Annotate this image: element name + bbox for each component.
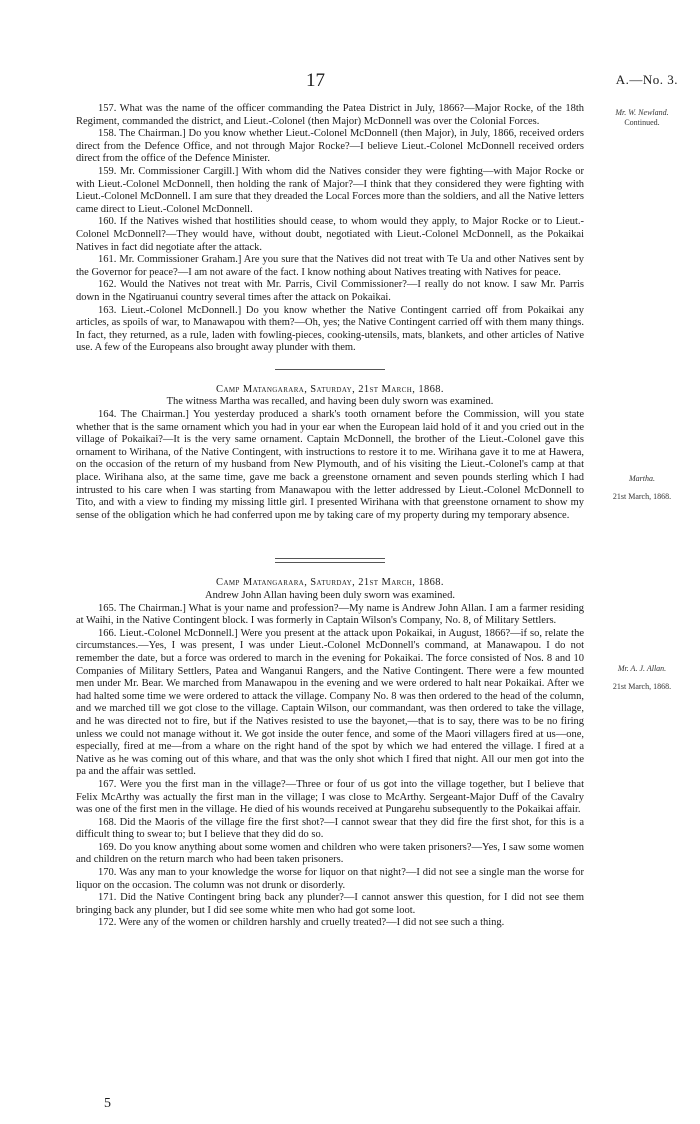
section-allan [76,577,584,930]
signature-mark: 5 [104,1096,111,1111]
section-intro: The witness Martha was recalled, and having been duly sworn was examined. [166,396,494,408]
margin-note-martha [590,474,694,502]
paragraph-q160: 160. If the Natives wished that hostilities should cease, to whom would they apply, to Major Rocke or to Lieut.-Colonel McDonnell?—They would have, without doubt, negotiated with Lieut.-Colonel McDonnell, as the Pokaikai Natives in fact did negotiate after the attack. [76,216,584,253]
margin-note-sub: Continued. [624,118,660,127]
section-heading: Camp Matangarara, Saturday, 21st March, 1868. [216,383,444,395]
margin-note-sub: 21st March, 1868. [612,682,672,691]
paragraph-q171: 171. Did the Native Contingent bring back any plunder?—I cannot answer this question, for I did not see them bringing back any plunder, but I did see some white men who had got some loot. [76,892,584,916]
paragraph-q162: 162. Would the Natives not treat with Mr. Parris, Civil Commissioner?—I really do not know. I saw Mr. Parris down in the Ngatiruanui country several times after the attack on Pokaikai. [76,279,584,303]
section-divider [275,562,385,563]
document-reference: A.—No. 3. [615,72,678,87]
paragraph-q167: 167. Were you the first man in the village?—Three or four of us got into the village together, but I believe that Felix McArthy was actually the first man in the village; I was close to McArthy. Sergeant-Major Duff of the Cavalry was one of the first men in the village. He died of his wounds received at Pungarehu subsequently to the Pokaikai affair. [76,778,584,816]
paragraph-q168: 168. Did the Maoris of the village fire the first shot?—I cannot swear that they did fire the first shot, for this is a difficult thing to swear to; but I believe that they did do so. [76,816,584,841]
margin-note-newland [590,108,694,128]
paragraph-q157: 157. What was the name of the officer commanding the Patea District in July, 1866?—Major Rocke, of the 18th Regiment, commanded the district, and Lieut.-Colonel (then Major) McDonnell was over the Colonial Forces. [76,103,584,127]
paragraph-q165: 165. The Chairman.] What is your name and profession?—My name is Andrew John Allan. I am a farmer residing at Waihi, in the Native Contingent block. I was formerly in Captain Wilson's Company, No. 8, of Military Settlers. [76,602,584,627]
margin-note-name: Martha. [629,474,655,483]
margin-note-sub: 21st March, 1868. [612,492,672,501]
section-heading: Camp Matangarara, Saturday, 21st March, 1868. [216,577,444,589]
section-newland-continued [76,103,584,355]
paragraph-q161: 161. Mr. Commissioner Graham.] Are you sure that the Natives did not treat with Te Ua and other Natives sent by the Governor for peace?—I am not aware of the fact. I know nothing about Natives treating with Natives for peace. [76,254,584,278]
margin-note-name: Mr. W. Newland. [615,108,669,117]
section-divider [275,558,385,559]
page-number: 17 [306,70,325,91]
document-body [76,103,584,930]
paragraph-q169: 169. Do you know anything about some women and children who were taken prisoners?—Yes, I saw some women and children on the return march who had been taken prisoners. [76,841,584,866]
paragraph-q166: 166. Lieut.-Colonel McDonnell.] Were you present at the attack upon Pokaikai, in August, 1866?—if so, relate the circumstances.—Yes, I was present, I was under Lieut.-Colonel McDonnell's command, at Manawapou. I do not remember the date, but a force was ordered to march in the evening for Pokaikai. The force consisted of Nos. 8 and 10 Companies of Military Settlers, Patea and Wanganui Rangers, and the Native Contingent. There were a few mounted men under Mr. Bear. We marched from Manawapou in the evening and we were ordered to halt near Pokaikai. After we had halted some time we were ordered to attack the village. Company No. 8 was then ordered to the head of the column, and we marched till we got close to the village. Captain Wilson, our commandant, was then ordered to take the village, and he was directed not to fire, but if the Natives resisted to use the bayonet,—that is to say, there was to be no firing unless we could not manage without it. We got inside the outer fence, and some of the Maori villagers fired at us—one, especially, fired at me—from a whare on the right hand of the spot by which we had entered the village. I fired at a Native as he was coming out of this whare, and that was the only shot which I fired that night. All our men got into the pa and the affair was settled. [76,627,584,778]
paragraph-q164: 164. The Chairman.] You yesterday produced a shark's tooth ornament before the Commission, will you state whether that is the same ornament which you had in your ear when the European laid hold of it and you cried out in the village of Pokaikai?—It is the very same ornament. Captain McDonnell, the brother of the Lieut.-Colonel gave this ornament to Wirihana, of the Native Contingent, with instructions to restore it to me. Wirihana gave it to me at Hawera, on the occasion of the return of my husband from New Plymouth, and of his visiting the Lieut.-Colonel's camp at that place. Wirihana also, at the same time, gave me back a greenstone ornament and seven pounds sterling which I had intrusted to his care when I was starting from Manawapou with the letter addressed by Lieut.-Colonel McDonnell to Tito, and with a view to finding my missing little girl. I presented Wirihana with that greenstone ornament to show my sense of the obligation which he had conferred upon me by taking care of my property during my temporary absence. [76,409,584,521]
paragraph-q159: 159. Mr. Commissioner Cargill.] With whom did the Natives consider they were fighting—with Major Rocke or with Lieut.-Colonel McDonnell, then holding the rank of Major?—I think that they considered they were fighting with Lieut.-Colonel McDonnell. I am sure that they dreaded the Local Forces more than the soldiers, and all the Native letters came direct to Lieut.-Colonel McDonnell. [76,165,584,215]
paragraph-q163: 163. Lieut.-Colonel McDonnell.] Do you know whether the Native Contingent carried off from Pokaikai any articles, as spoils of war, to Manawapou with them?—Oh, yes; the Native Contingent carried off with them many things. In fact, they returned, as a rule, laden with fowling-pieces, cooking-utensils, mats, blankets, and other articles of Native use. A few of the Europeans also brought away plunder with them. [76,304,584,354]
margin-note-name: Mr. A. J. Allan. [617,664,667,673]
section-intro: Andrew John Allan having been duly sworn was examined. [205,590,455,601]
section-martha [76,384,584,523]
paragraph-q170: 170. Was any man to your knowledge the worse for liquor on that night?—I did not see a single man the worse for liquor on the occasion. The column was not drunk or disorderly. [76,867,584,891]
section-divider [275,369,385,370]
margin-note-allan [590,664,694,692]
paragraph-q158: 158. The Chairman.] Do you know whether Lieut.-Colonel McDonnell (then Major), in July, 1866, received orders direct from the Defence Office, and not through Major Rocke?—I believe Lieut.-Colonel McDonnell received orders direct from the office of the Defence Minister. [76,128,584,165]
paragraph-q172: 172. Were any of the women or children harshly and cruelly treated?—I did not see such a thing. [98,917,505,929]
